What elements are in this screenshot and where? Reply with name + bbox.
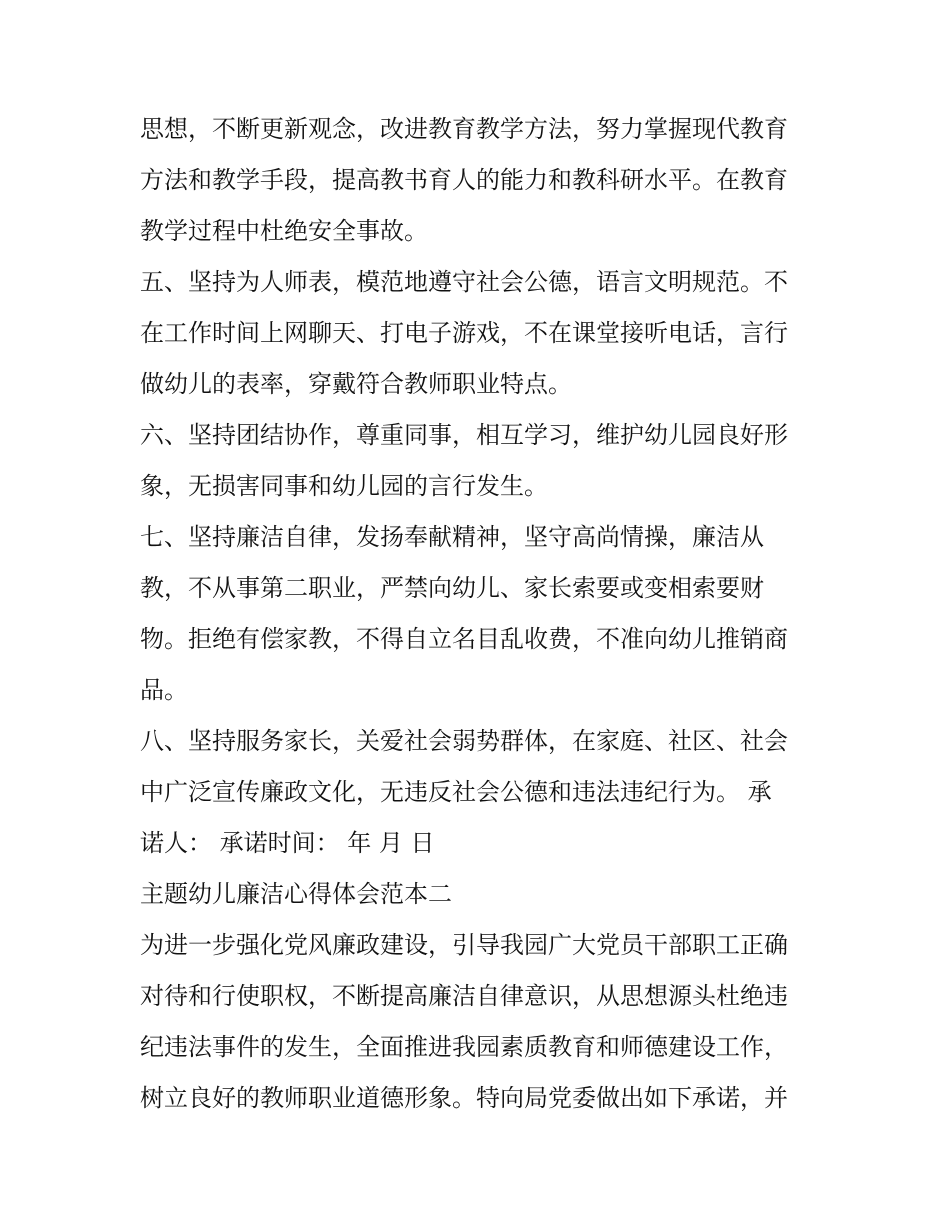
text-line: 诺人： 承诺时间： 年 月 日: [140, 829, 435, 857]
text-line: 品。: [140, 676, 188, 704]
text-line: 纪违法事件的发生，全面推进我园素质教育和师德建设工作，: [140, 1033, 788, 1061]
text-line: 对待和行使职权，不断提高廉洁自律意识，从思想源头杜绝违: [140, 982, 788, 1010]
text-line: 五、坚持为人师表，模范地遵守社会公德，语言文明规范。不: [140, 268, 788, 296]
text-line: 在工作时间上网聊天、打电子游戏，不在课堂接听电话，言行: [140, 319, 788, 347]
text-line: 为进一步强化党风廉政建设，引导我园广大党员干部职工正确: [140, 931, 788, 959]
text-line: 象，无损害同事和幼儿园的言行发生。: [140, 472, 548, 500]
section-heading: 主题幼儿廉洁心得体会范本二: [140, 880, 452, 908]
text-line: 方法和教学手段，提高教书育人的能力和教科研水平。在教育: [140, 166, 788, 194]
text-line: 六、坚持团结协作，尊重同事，相互学习，维护幼儿园良好形: [140, 421, 788, 449]
text-line: 思想，不断更新观念，改进教育教学方法，努力掌握现代教育: [140, 115, 788, 143]
text-line: 教学过程中杜绝安全事故。: [140, 217, 428, 245]
document-body: [140, 104, 820, 1124]
text-line: 八、坚持服务家长，关爱社会弱势群体，在家庭、社区、社会: [140, 727, 788, 755]
text-line: 树立良好的教师职业道德形象。特向局党委做出如下承诺，并: [140, 1084, 788, 1112]
text-line: 做幼儿的表率，穿戴符合教师职业特点。: [140, 370, 572, 398]
text-line: 中广泛宣传廉政文化，无违反社会公德和违法违纪行为。 承: [140, 778, 772, 806]
text-line: 七、坚持廉洁自律，发扬奉献精神，坚守高尚情操，廉洁从: [140, 523, 764, 551]
text-line: 物。拒绝有偿家教，不得自立名目乱收费，不准向幼儿推销商: [140, 625, 788, 653]
text-line: 教，不从事第二职业，严禁向幼儿、家长索要或变相索要财: [140, 574, 764, 602]
